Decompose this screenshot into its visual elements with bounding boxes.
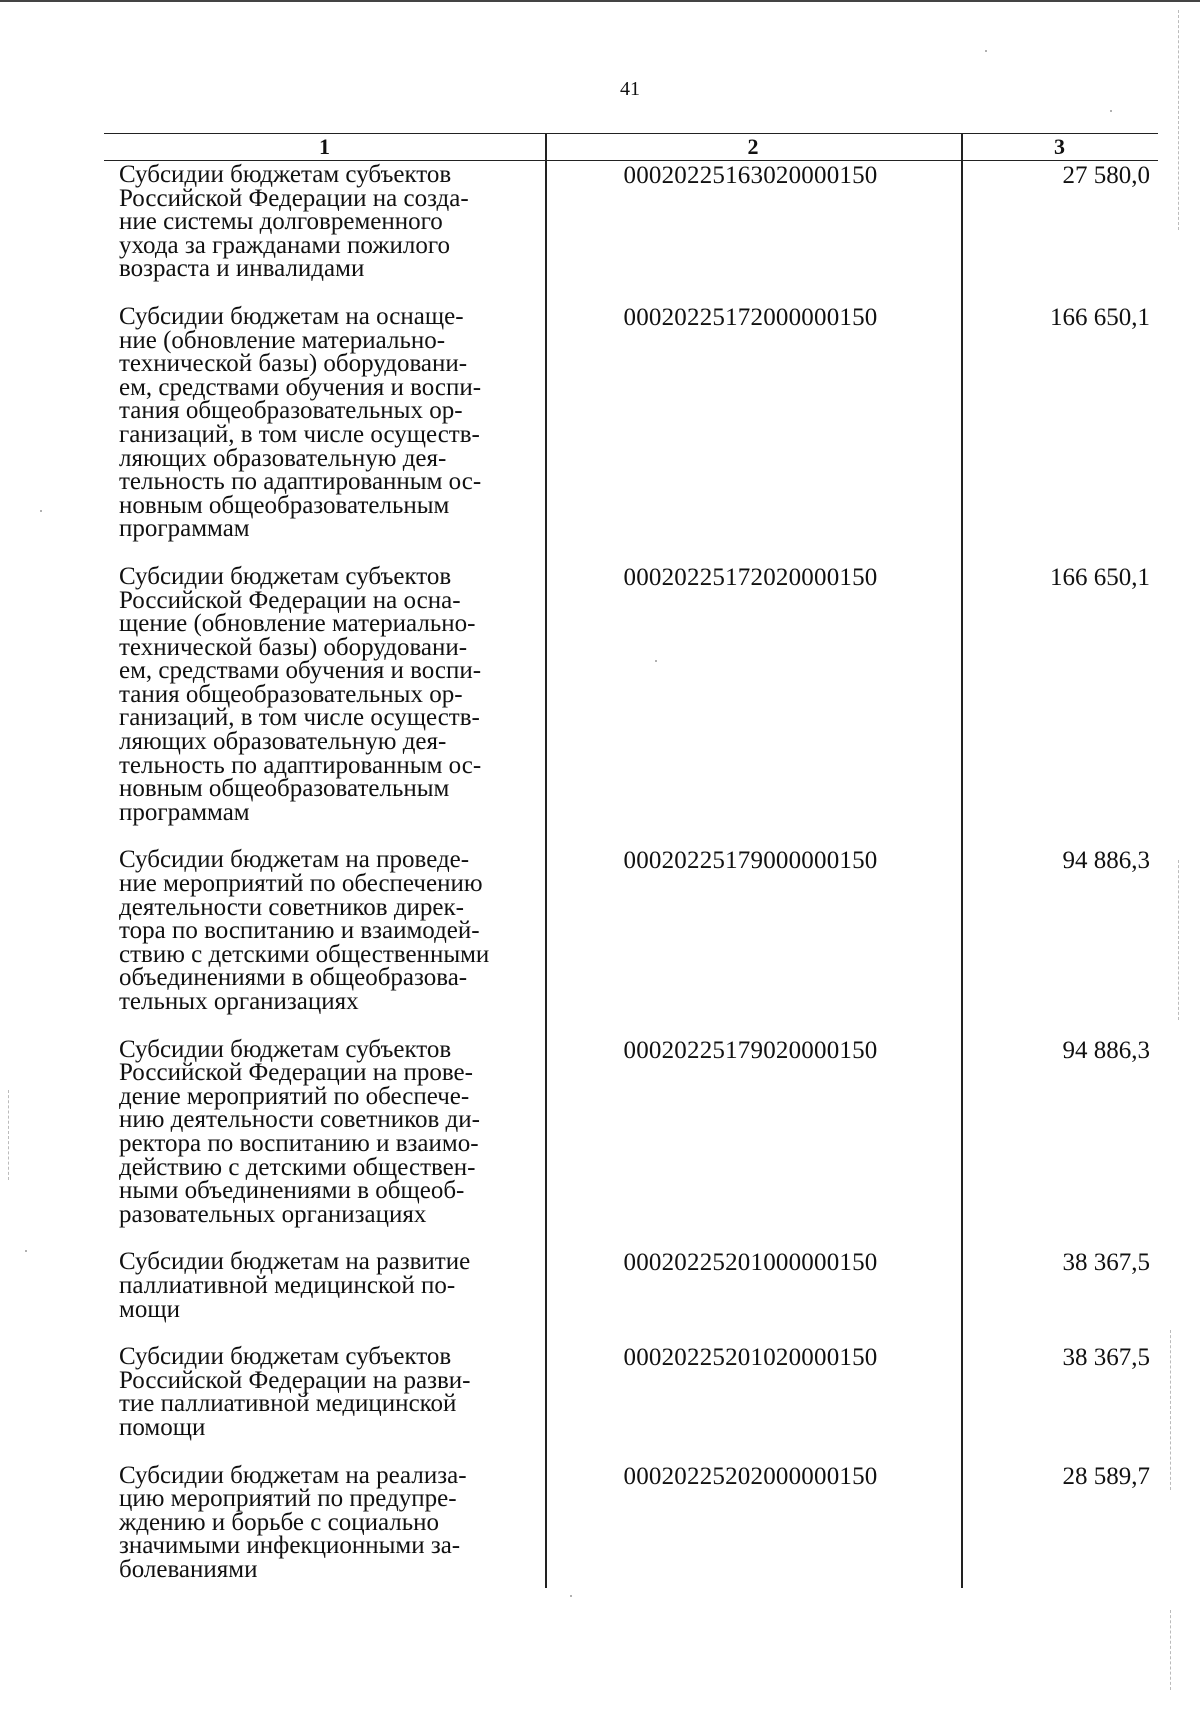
row-code: 00020225179000000150: [623, 847, 878, 875]
table-row: [104, 1035, 1158, 1228]
table-row: [104, 562, 1158, 826]
row-name: Субсидии бюджетам на оснаще- ние (обновление материально- технической базы) оборудовани- ем, средствами обучения и воспи- тания общеобразовательных ор- ганизаций, в том числе осуществ- ляющих образовательную дея- тельность по адаптированным ос- новным общеобразовательным программам: [119, 302, 482, 543]
scan-dot: [985, 50, 987, 52]
header-col-2: 2: [747, 134, 759, 159]
row-amount: 94 886,3: [1062, 847, 1150, 875]
table-header-row: [104, 133, 1158, 161]
scan-dot: [1110, 110, 1112, 112]
budget-table: [104, 133, 1158, 1605]
row-amount: 38 367,5: [1062, 1344, 1150, 1372]
scan-margin-dashes: [1170, 1610, 1172, 1690]
row-name: Субсидии бюджетам субъектов Российской Федерации на созда- ние системы долговременного ухода за гражданами пожилого возраста и инвалидами: [119, 161, 469, 283]
row-amount: 38 367,5: [1062, 1249, 1150, 1277]
scan-dot: [25, 1250, 27, 1252]
row-code: 00020225163020000150: [623, 162, 878, 189]
page-number: 41: [620, 78, 640, 100]
row-name: Субсидии бюджетам субъектов Российской Федерации на прове- дение мероприятий по обеспече- нию деятельности советников ди- ректора по воспитанию и взаимо- действию с детскими обществен- ными объединениями в общеоб- разовательных организациях: [119, 1035, 480, 1228]
table-row: [104, 848, 1158, 1013]
header-col-3: 3: [1054, 134, 1065, 159]
row-code: 00020225179020000150: [623, 1036, 878, 1064]
column-divider-1: [545, 133, 547, 1588]
scan-dot: [570, 1595, 572, 1597]
row-code: 00020225172000000150: [623, 303, 878, 331]
row-name: Субсидии бюджетам на реализа- цию мероприятий по предупре- ждению и борьбе с социально значимыми инфекционными за- болеваниями: [119, 1461, 467, 1583]
scan-margin-dashes: [1178, 10, 1180, 230]
row-amount: 27 580,0: [1062, 162, 1150, 189]
table-body: [104, 161, 1158, 1581]
row-amount: 166 650,1: [1050, 563, 1150, 591]
scan-margin-dashes: [8, 1090, 10, 1180]
row-code: 00020225172020000150: [623, 563, 878, 591]
table-row: [104, 1461, 1158, 1583]
row-code: 00020225202000000150: [623, 1462, 878, 1490]
scan-dot: [655, 660, 657, 662]
table-row: [104, 163, 1158, 281]
row-amount: 166 650,1: [1050, 303, 1150, 331]
row-name: Субсидии бюджетам на развитие паллиативной медицинской по- мощи: [119, 1248, 471, 1323]
table-row: [104, 302, 1158, 543]
table-row: [104, 1250, 1158, 1321]
row-name: Субсидии бюджетам на проведе- ние мероприятий по обеспечению деятельности советников дирек- тора по воспитанию и взаимодей- ствию с детскими общественными объединениями в общеобразова- тельных организациях: [119, 846, 490, 1015]
row-amount: 94 886,3: [1062, 1036, 1150, 1064]
scan-margin-dashes: [1170, 1330, 1172, 1490]
column-divider-2: [961, 133, 963, 1588]
header-col-1: 1: [319, 134, 330, 159]
row-name: Субсидии бюджетам субъектов Российской Федерации на осна- щение (обновление материально- технической базы) оборудовани- ем, средствами обучения и воспи- тания общеобразовательных ор- ганизаций, в том числе осуществ- ляющих образовательную дея- тельность по адаптированным ос- новным общеобразовательным программам: [119, 562, 482, 826]
scan-top-rule: [0, 0, 1200, 2]
row-name: Субсидии бюджетам субъектов Российской Федерации на разви- тие паллиативной медицинской помощи: [119, 1343, 471, 1441]
table-row: [104, 1345, 1158, 1439]
row-code: 00020225201020000150: [623, 1344, 878, 1372]
row-code: 00020225201000000150: [623, 1249, 878, 1277]
scan-margin-dashes: [1178, 860, 1180, 1020]
scan-dot: [40, 510, 42, 512]
row-amount: 28 589,7: [1062, 1462, 1150, 1490]
